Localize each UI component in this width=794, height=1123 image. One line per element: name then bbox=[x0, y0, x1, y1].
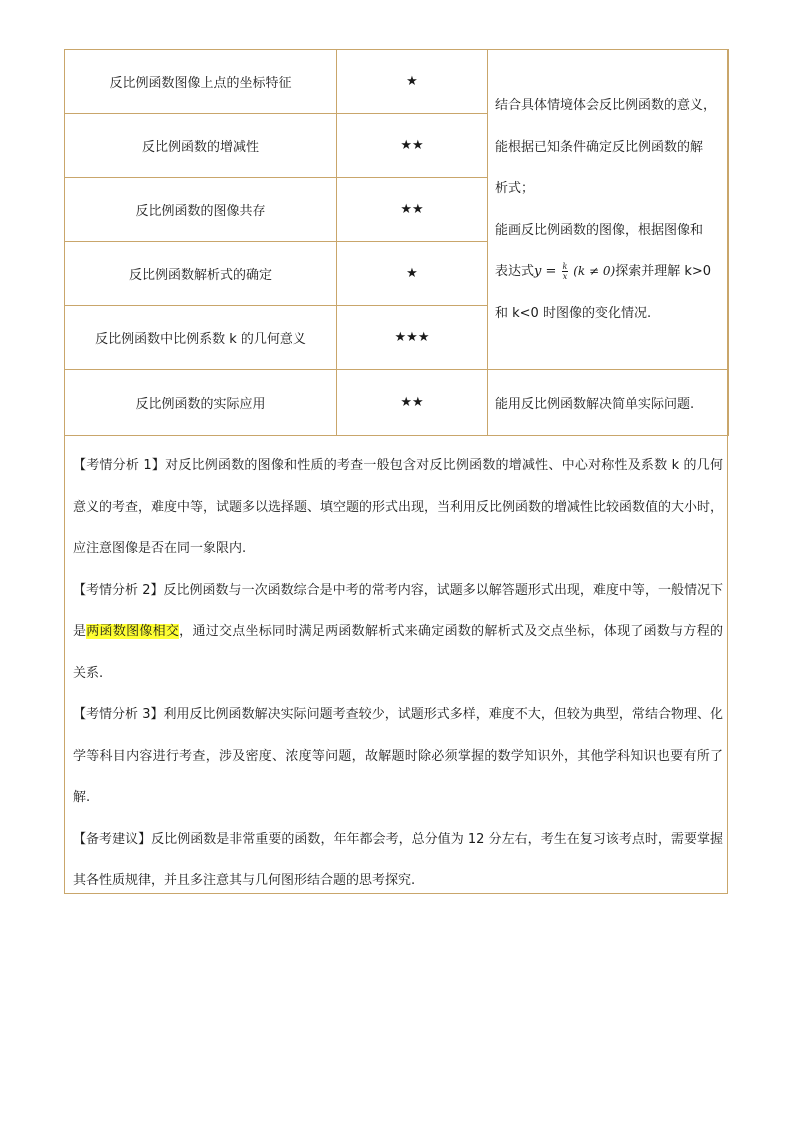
analysis-paragraph-2 bbox=[73, 570, 723, 695]
requirement-text: 探索并理解 k>0 bbox=[615, 264, 712, 279]
fraction-denominator: x bbox=[562, 272, 568, 281]
topic-cell: 反比例函数的图像共存 bbox=[65, 178, 337, 242]
requirement-line-formula bbox=[495, 251, 722, 293]
formula-y: y bbox=[534, 264, 542, 279]
formula-equals: = bbox=[541, 264, 561, 279]
analysis-text: 【考情分析 2】反比例函数与一次函数综合是中考的常考内容，试题多以解答题形式出现，难度中等，一般情况下是 bbox=[73, 582, 723, 639]
analysis-section bbox=[73, 445, 723, 902]
fraction-numerator: k bbox=[562, 262, 568, 271]
requirement-line: 能根据已知条件确定反比例函数的解 bbox=[495, 139, 704, 155]
requirement-text: 表达式 bbox=[495, 264, 535, 279]
topic-cell: 反比例函数的实际应用 bbox=[65, 370, 337, 436]
requirement-line: 和 k<0 时图像的变化情况. bbox=[495, 305, 652, 321]
star-rating: ★ bbox=[337, 242, 488, 306]
formula-fraction bbox=[562, 262, 569, 281]
topic-cell: 反比例函数图像上点的坐标特征 bbox=[65, 50, 337, 114]
formula-condition: (k ≠ 0) bbox=[569, 264, 616, 278]
requirement-line: 能画反比例函数的图像，根据图像和 bbox=[495, 222, 704, 238]
table-row bbox=[65, 50, 729, 114]
highlighted-phrase: 两函数图像相交 bbox=[86, 624, 180, 639]
table-row bbox=[65, 370, 729, 436]
study-advice-paragraph: 【备考建议】反比例函数是非常重要的函数，年年都会考，总分值为 12 分左右，考生在复习该考点时，需要掌握其各性质规律，并且多注意其与几何图形结合题的思考探究. bbox=[73, 831, 723, 888]
star-rating: ★★★ bbox=[337, 306, 488, 370]
star-rating: ★★ bbox=[337, 370, 488, 436]
requirement-cell: 能用反比例函数解决简单实际问题. bbox=[488, 370, 729, 436]
analysis-paragraph-3: 【考情分析 3】利用反比例函数解决实际问题考查较少，试题形式多样，难度不大，但较为典型，常结合物理、化学等科目内容进行考查，涉及密度、浓度等问题，故解题时除必须掌握的数学知识外，其他学科知识也要有所了解. bbox=[73, 707, 723, 805]
star-rating: ★★ bbox=[337, 178, 488, 242]
exam-analysis-sheet bbox=[64, 49, 728, 894]
topic-cell: 反比例函数解析式的确定 bbox=[65, 242, 337, 306]
requirement-cell bbox=[488, 50, 729, 370]
star-rating: ★★ bbox=[337, 114, 488, 178]
requirement-line: 结合具体情境体会反比例函数的意义， bbox=[495, 98, 717, 113]
topic-table bbox=[64, 49, 729, 436]
topic-cell: 反比例函数中比例系数 k 的几何意义 bbox=[65, 306, 337, 370]
star-rating: ★ bbox=[337, 50, 488, 114]
requirement-line: 析式； bbox=[495, 181, 535, 196]
analysis-paragraph-1: 【考情分析 1】对反比例函数的图像和性质的考查一般包含对反比例函数的增减性、中心对称性及系数 k 的几何意义的考查，难度中等，试题多以选择题、填空题的形式出现，当利用反比例函数的增减性比较函数值的大小时，应注意图像是否在同一象限内. bbox=[73, 458, 724, 556]
topic-cell: 反比例函数的增减性 bbox=[65, 114, 337, 178]
analysis-text: ，通过交点坐标同时满足两函数解析式来确定函数的解析式及交点坐标，体现了函数与方程的关系. bbox=[73, 624, 723, 681]
